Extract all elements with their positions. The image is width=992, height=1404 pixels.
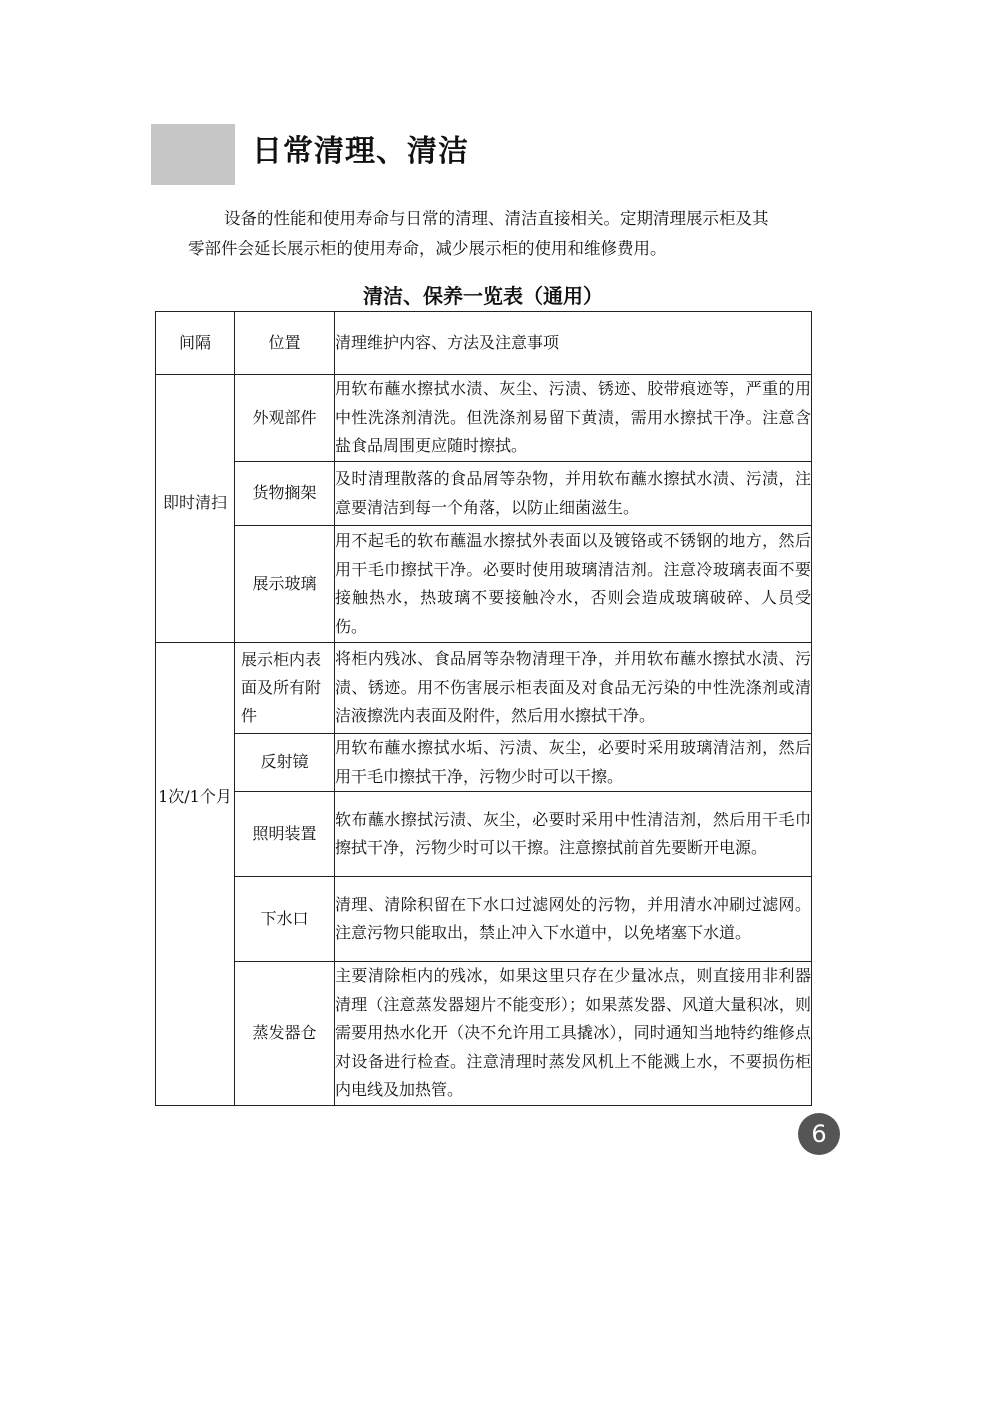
position-cell: 反射镜 xyxy=(235,734,335,792)
section-marker-block xyxy=(151,124,235,185)
content-cell: 清理、清除积留在下水口过滤网处的污物，并用清水冲刷过滤网。注意污物只能取出，禁止冲入下水道中，以免堵塞下水道。 xyxy=(335,877,812,962)
content-cell: 用软布蘸水擦拭水渍、灰尘、污渍、锈迹、胶带痕迹等，严重的用中性洗涤剂清洗。但洗涤剂易留下黄渍，需用水擦拭干净。注意含盐食品周围更应随时擦拭。 xyxy=(335,375,812,462)
table-header-row xyxy=(156,312,812,375)
table-row xyxy=(156,877,812,962)
header-content: 清理维护内容、方法及注意事项 xyxy=(335,312,812,375)
table-row xyxy=(156,375,812,462)
content-cell: 及时清理散落的食品屑等杂物，并用软布蘸水擦拭水渍、污渍，注意要清洁到每一个角落，以防止细菌滋生。 xyxy=(335,462,812,526)
interval-cell: 1次/1个月 xyxy=(156,643,235,1106)
position-cell: 照明装置 xyxy=(235,792,335,877)
content-cell: 用软布蘸水擦拭水垢、污渍、灰尘，必要时采用玻璃清洁剂，然后用干毛巾擦拭干净，污物少时可以干擦。 xyxy=(335,734,812,792)
page-number-badge: 6 xyxy=(798,1113,840,1155)
table-row xyxy=(156,962,812,1106)
content-cell: 用不起毛的软布蘸温水擦拭外表面以及镀铬或不锈钢的地方，然后用干毛巾擦拭干净。必要时使用玻璃清洁剂。注意冷玻璃表面不要接触热水，热玻璃不要接触冷水，否则会造成玻璃破碎、人员受伤。 xyxy=(335,526,812,643)
position-cell: 下水口 xyxy=(235,877,335,962)
cleaning-maintenance-table xyxy=(155,311,812,1106)
table-title: 清洁、保养一览表（通用） xyxy=(363,284,603,308)
interval-cell: 即时清扫 xyxy=(156,375,235,643)
table-row xyxy=(156,734,812,792)
position-cell: 展示柜内表面及所有附件 xyxy=(235,643,335,734)
content-cell: 软布蘸水擦拭污渍、灰尘，必要时采用中性清洁剂，然后用干毛巾擦拭干净，污物少时可以干擦。注意擦拭前首先要断开电源。 xyxy=(335,792,812,877)
content-cell: 主要清除柜内的残冰，如果这里只存在少量冰点，则直接用非利器清理（注意蒸发器翅片不能变形）；如果蒸发器、风道大量积冰，则需要用热水化开（决不允许用工具撬冰），同时通知当地特约维修点对设备进行检查。注意清理时蒸发风机上不能溅上水，不要损伤柜内电线及加热管。 xyxy=(335,962,812,1106)
position-cell: 货物搁架 xyxy=(235,462,335,526)
intro-line-2: 零部件会延长展示柜的使用寿命，减少展示柜的使用和维修费用。 xyxy=(188,239,667,258)
intro-line-1: 设备的性能和使用寿命与日常的清理、清洁直接相关。定期清理展示柜及其 xyxy=(224,209,769,228)
intro-paragraph xyxy=(188,204,818,264)
position-cell: 展示玻璃 xyxy=(235,526,335,643)
header-position: 位置 xyxy=(235,312,335,375)
table-row xyxy=(156,526,812,643)
header-interval: 间隔 xyxy=(156,312,235,375)
table-row xyxy=(156,792,812,877)
position-cell: 蒸发器仓 xyxy=(235,962,335,1106)
table-row xyxy=(156,462,812,526)
page-heading: 日常清理、清洁 xyxy=(252,134,469,169)
position-cell: 外观部件 xyxy=(235,375,335,462)
table-row xyxy=(156,643,812,734)
content-cell: 将柜内残冰、食品屑等杂物清理干净，并用软布蘸水擦拭水渍、污渍、锈迹。用不伤害展示柜表面及对食品无污染的中性洗涤剂或清洁液擦洗内表面及附件，然后用水擦拭干净。 xyxy=(335,643,812,734)
